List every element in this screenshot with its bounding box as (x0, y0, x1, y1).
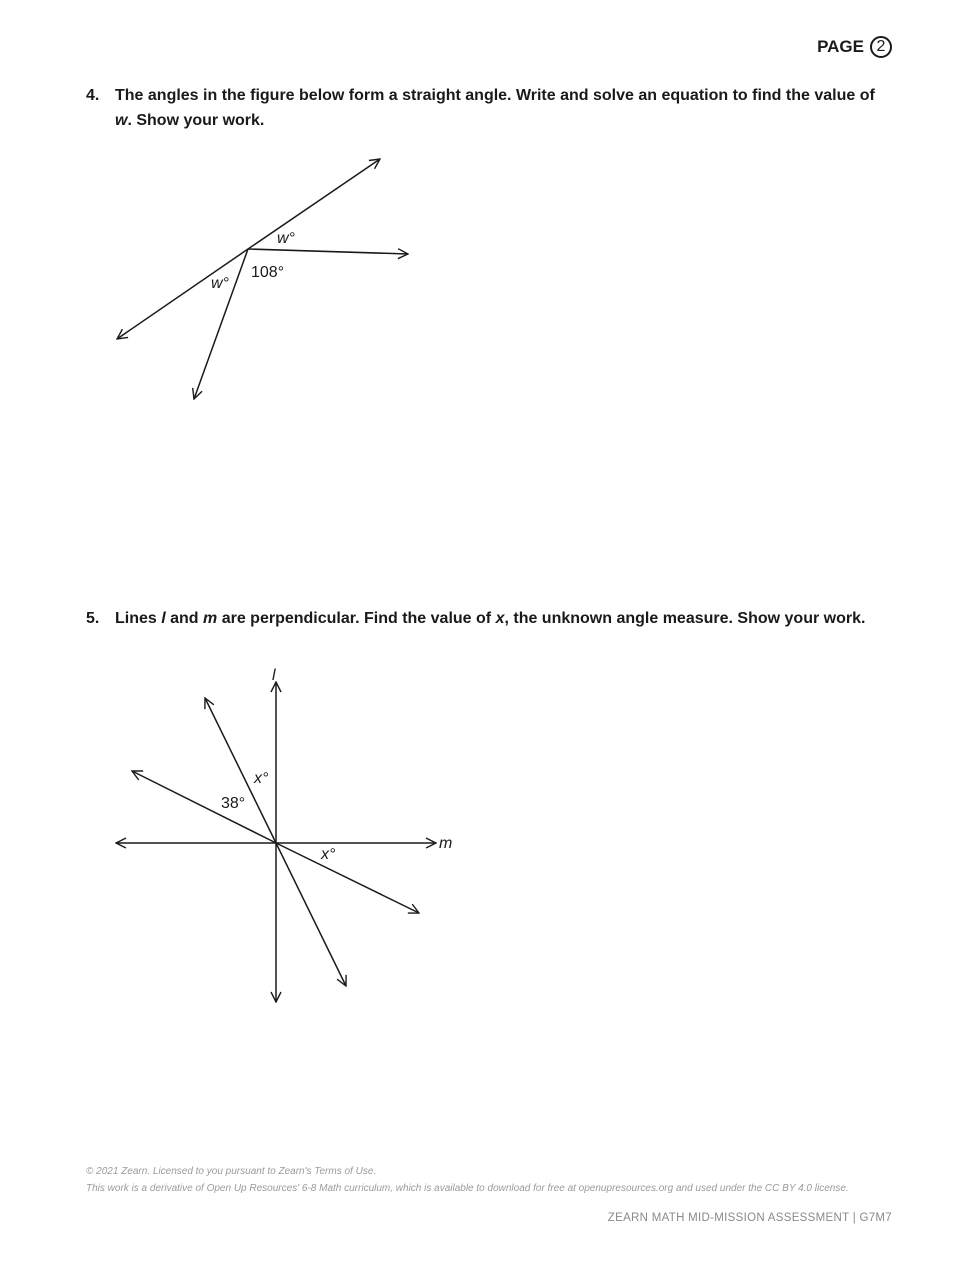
ray-lower-right (276, 843, 419, 913)
label-line-l: l (272, 667, 276, 684)
footer-assessment-id: ZEARN MATH MID-MISSION ASSESSMENT | G7M7 (607, 1212, 892, 1224)
question-5 (86, 606, 896, 631)
label-x-top: x° (254, 770, 269, 787)
label-108: 108° (251, 264, 285, 281)
question-5-text-c: are perpendicular. Find the value of (217, 610, 496, 627)
question-4-text-b: . Show your work. (127, 112, 265, 129)
question-5-var-m: m (203, 610, 218, 627)
label-x-bottom: x° (321, 846, 336, 863)
figure-straight-angle (117, 159, 408, 399)
question-5-text (115, 606, 896, 631)
label-w-top: w° (277, 230, 295, 247)
question-5-text-b: and (165, 610, 204, 627)
question-4-number: 4. (86, 87, 100, 104)
question-5-var-l: l (161, 610, 166, 627)
ray-upper-right (248, 159, 380, 249)
question-5-text-d: , the unknown angle measure. Show your work. (504, 610, 866, 627)
footer-legal (86, 1163, 896, 1197)
question-5-text-a: Lines (115, 610, 162, 627)
label-38: 38° (221, 795, 246, 812)
ray-right (248, 249, 408, 254)
page-number-badge: 2 (870, 36, 892, 58)
ray-down (194, 249, 248, 399)
ray-lower-left (117, 249, 248, 339)
question-4-var-w: w (115, 112, 128, 129)
question-5-var-x: x (495, 610, 505, 627)
question-4-text-a: The angles in the figure below form a straight angle. Write and solve an equation to find the value of (115, 87, 875, 104)
page-word: PAGE (817, 37, 864, 56)
figure-perpendicular-lines (116, 667, 452, 1002)
footer-derivative-notice: This work is a derivative of Open Up Resources' 6-8 Math curriculum, which is available to download for free at openupresources.org and used under the CC BY 4.0 license. (86, 1183, 849, 1194)
footer-copyright: © 2021 Zearn. Licensed to you pursuant to Zearn's Terms of Use. (86, 1166, 377, 1177)
question-5-number: 5. (86, 610, 100, 627)
label-w-left: w° (211, 275, 229, 292)
ray-lower-steep (276, 843, 346, 986)
label-line-m: m (439, 835, 453, 852)
